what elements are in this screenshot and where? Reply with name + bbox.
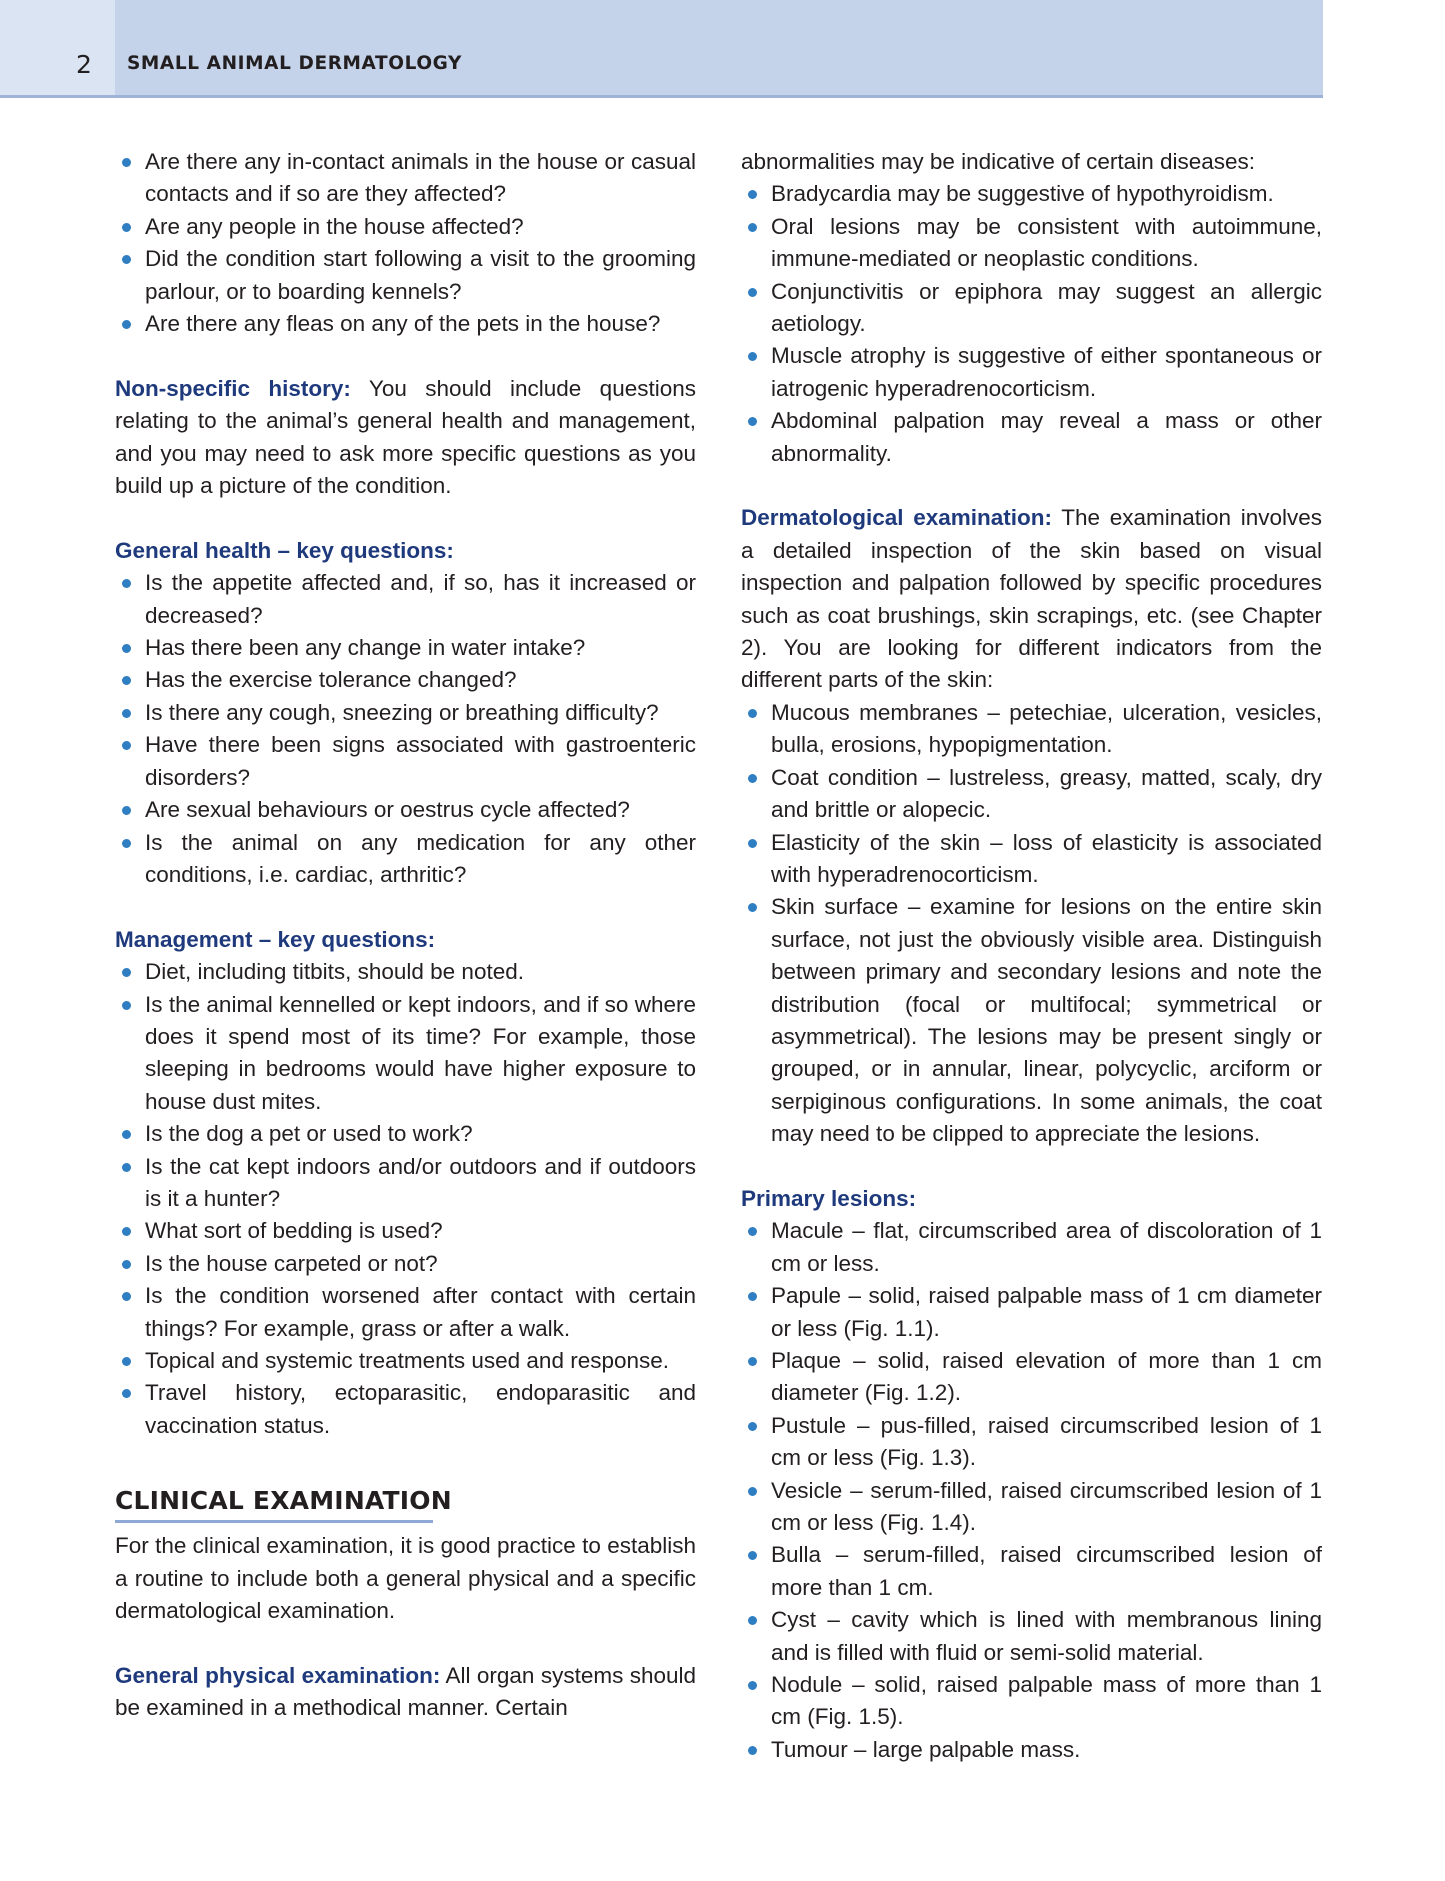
nonspecific-history-heading: Non-specific history: <box>115 375 351 401</box>
dermatological-text: The examination involves a detailed inspection of the skin based on visual inspection and palpation followed by specific procedures such as coat brushings, skin scrapings, etc. (see Chapter 2). You are looking for different indicators from the different parts of the skin: <box>741 505 1322 693</box>
list-item: Vesicle – serum-filled, raised circumscribed lesion of 1 cm or less (Fig. 1.4). <box>741 1475 1322 1540</box>
list-item: Did the condition start following a visit to the grooming parlour, or to boarding kennels? <box>115 243 696 308</box>
left-column <box>115 146 696 1725</box>
dermatological-paragraph <box>741 502 1322 696</box>
list-item: Diet, including titbits, should be noted. <box>115 956 696 988</box>
list-item: Bulla – serum-filled, raised circumscribed lesion of more than 1 cm. <box>741 1539 1322 1604</box>
management-list <box>115 956 696 1442</box>
right-column <box>741 146 1322 1766</box>
list-item: Is the condition worsened after contact with certain things? For example, grass or after a walk. <box>115 1280 696 1345</box>
list-item: Is the animal kennelled or kept indoors, and if so where does it spend most of its time? For example, those sleeping in bedrooms would have higher exposure to house dust mites. <box>115 989 696 1119</box>
list-item: Has the exercise tolerance changed? <box>115 664 696 696</box>
general-physical-paragraph <box>115 1660 696 1725</box>
list-item: Are sexual behaviours or oestrus cycle affected? <box>115 794 696 826</box>
list-item: Is the animal on any medication for any other conditions, i.e. cardiac, arthritic? <box>115 827 696 892</box>
list-item: Conjunctivitis or epiphora may suggest an allergic aetiology. <box>741 276 1322 341</box>
list-item: Is there any cough, sneezing or breathing difficulty? <box>115 697 696 729</box>
page-number: 2 <box>76 50 92 79</box>
page-number-block <box>0 0 115 95</box>
list-item: What sort of bedding is used? <box>115 1215 696 1247</box>
list-item: Is the cat kept indoors and/or outdoors and if outdoors is it a hunter? <box>115 1151 696 1216</box>
nonspecific-history-text: You should include questions relating to the animal’s general health and management, and you may need to ask more specific questions as you build up a picture of the condition. <box>115 375 697 499</box>
list-item: Bradycardia may be suggestive of hypothyroidism. <box>741 178 1322 210</box>
list-item: Mucous membranes – petechiae, ulceration, vesicles, bulla, erosions, hypopigmentation. <box>741 697 1322 762</box>
list-item: Papule – solid, raised palpable mass of 1 cm diameter or less (Fig. 1.1). <box>741 1280 1322 1345</box>
section-title-rule <box>115 1520 433 1523</box>
management-heading: Management – key questions: <box>115 926 436 952</box>
list-item: Elasticity of the skin – loss of elasticity is associated with hyperadrenocorticism. <box>741 827 1322 892</box>
list-item: Nodule – solid, raised palpable mass of more than 1 cm (Fig. 1.5). <box>741 1669 1322 1734</box>
nonspecific-history-paragraph <box>115 373 696 503</box>
list-item: Plaque – solid, raised elevation of more than 1 cm diameter (Fig. 1.2). <box>741 1345 1322 1410</box>
intro-question-list <box>115 146 696 340</box>
list-item: Travel history, ectoparasitic, endoparasitic and vaccination status. <box>115 1377 696 1442</box>
list-item: Has there been any change in water intake? <box>115 632 696 664</box>
header-band <box>0 0 1323 98</box>
list-item: Is the house carpeted or not? <box>115 1248 696 1280</box>
list-item: Oral lesions may be consistent with autoimmune, immune-mediated or neoplastic conditions. <box>741 211 1322 276</box>
primary-lesions-heading: Primary lesions: <box>741 1185 917 1211</box>
list-item: Pustule – pus-filled, raised circumscribed lesion of 1 cm or less (Fig. 1.3). <box>741 1410 1322 1475</box>
list-item: Coat condition – lustreless, greasy, matted, scaly, dry and brittle or alopecic. <box>741 762 1322 827</box>
list-item: Tumour – large palpable mass. <box>741 1734 1322 1766</box>
list-item: Is the appetite affected and, if so, has it increased or decreased? <box>115 567 696 632</box>
list-item: Abdominal palpation may reveal a mass or other abnormality. <box>741 405 1322 470</box>
list-item: Muscle atrophy is suggestive of either spontaneous or iatrogenic hyperadrenocorticism. <box>741 340 1322 405</box>
clinical-examination-title: CLINICAL EXAMINATION <box>115 1486 452 1516</box>
list-item: Are there any in-contact animals in the house or casual contacts and if so are they affected? <box>115 146 696 211</box>
general-health-heading: General health – key questions: <box>115 537 454 563</box>
general-physical-heading: General physical examination: <box>115 1662 441 1688</box>
dermatological-list <box>741 697 1322 1151</box>
list-item: Are any people in the house affected? <box>115 211 696 243</box>
list-item: Have there been signs associated with gastroenteric disorders? <box>115 729 696 794</box>
list-item: Skin surface – examine for lesions on the entire skin surface, not just the obviously visible area. Distinguish between primary and secondary lesions and note the distribution (focal or multifocal; symmetrical or asymmetrical). The lesions may be present singly or grouped, or in annular, linear, polycyclic, arciform or serpiginous configurations. In some animals, the coat may need to be clipped to appreciate the lesions. <box>741 891 1322 1150</box>
list-item: Cyst – cavity which is lined with membranous lining and is filled with fluid or semi-solid material. <box>741 1604 1322 1669</box>
dermatological-heading: Dermatological examination: <box>741 505 1052 531</box>
primary-lesions-list <box>741 1215 1322 1766</box>
general-health-list <box>115 567 696 891</box>
clinical-examination-intro: For the clinical examination, it is good practice to establish a routine to include both a general physical and a specific dermatological examination. <box>115 1533 696 1624</box>
continuation-text: abnormalities may be indicative of certain diseases: <box>741 149 1256 174</box>
running-head: SMALL ANIMAL DERMATOLOGY <box>127 53 463 74</box>
list-item: Topical and systemic treatments used and response. <box>115 1345 696 1377</box>
physical-findings-list <box>741 178 1322 470</box>
list-item: Macule – flat, circumscribed area of discoloration of 1 cm or less. <box>741 1215 1322 1280</box>
general-physical-text: All organ systems should be examined in a methodical manner. Certain <box>115 1662 696 1721</box>
list-item: Are there any fleas on any of the pets in the house? <box>115 308 696 340</box>
list-item: Is the dog a pet or used to work? <box>115 1118 696 1150</box>
